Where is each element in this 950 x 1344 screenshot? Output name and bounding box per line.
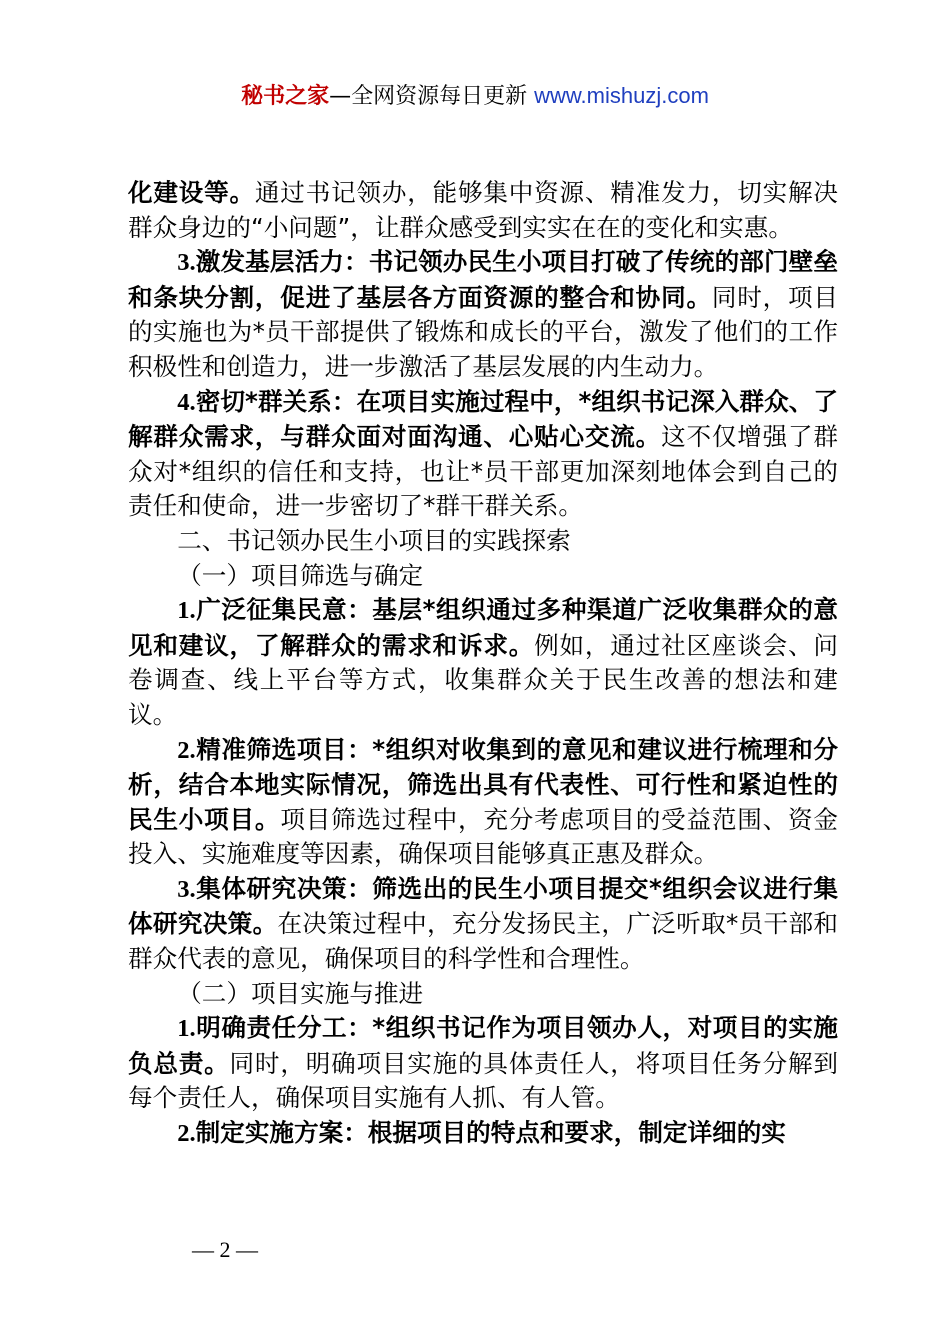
site-header [0,82,950,111]
paragraph-lead: 激发基层活力：书记领办民生小项目打破了传统的部门壁垒和条块分割，促进了基层各方面资源的整合和协同。 [128,247,838,312]
paragraph-continuation [128,176,838,245]
paragraph-lead: 明确责任分工：*组织书记作为项目领办人，对项目的实施负总责。 [128,1013,838,1078]
paragraph-text: 同时，明确项目实施的具体责任人，将项目任务分解到每个责任人，确保项目实施有人抓、有人管。 [128,1048,838,1113]
document-body [128,176,838,1152]
paragraph-lead: 广泛征集民意：基层*组织通过多种渠道广泛收集群众的意见和建议，了解群众的需求和诉求。 [128,595,838,660]
point-number: 3. [177,875,196,903]
paragraph-point [128,733,838,872]
paragraph-text: 同时，项目的实施也为*员干部提供了锻炼和成长的平台，激发了他们的工作积极性和创造力，进一步激活了基层发展的内生动力。 [128,282,838,381]
header-tagline: —全网资源每日更新 [329,84,535,109]
paragraph-text: 在决策过程中，充分发扬民主，广泛听取*员干部和群众代表的意见，确保项目的科学性和合理性。 [128,909,838,974]
page-number: — 2 — [192,1237,258,1262]
point-number: 2. [177,736,196,764]
paragraph-text: 通过书记领办，能够集中资源、精准发力，切实解决群众身边的“小问题”，让群众感受到实实在在的变化和实惠。 [128,178,838,242]
paragraph-text: 这不仅增强了群众对*组织的信任和支持，也让*员干部更加深刻地体会到自己的责任和使命，进一步密切了*群干群关系。 [128,422,838,521]
point-number: 3. [177,249,196,277]
paragraph-lead: 精准筛选项目：*组织对收集到的意见和建议进行梳理和分析，结合本地实际情况，筛选出具有代表性、可行性和紧迫性的民生小项目。 [128,734,838,834]
paragraph-text: 项目筛选过程中，充分考虑项目的受益范围、资金投入、实施难度等因素，确保项目能够真正惠及群众。 [128,804,838,869]
paragraph-point [128,1011,838,1116]
subsection-heading: （二）项目实施与推进 [177,978,424,1008]
paragraph-point [128,385,838,524]
point-number: 1. [177,1015,196,1043]
paragraph-text: 例如，通过社区座谈会、问卷调查、线上平台等方式，收集群众关于民生改善的想法和建议。 [128,630,838,729]
paragraph-lead: 密切*群关系：在项目实施过程中，*组织书记深入群众、了解群众需求，与群众面对面沟通、心贴心交流。 [128,386,838,452]
subsection-heading: （一）项目筛选与确定 [177,560,424,590]
site-url-link[interactable]: www.mishuzj.com [534,83,709,108]
paragraph-point [128,245,838,384]
paragraph-lead: 制定实施方案：根据项目的特点和要求，制定详细的实 [195,1118,786,1148]
paragraph-point [128,872,838,977]
point-number: 4. [177,388,196,416]
brand-name: 秘书之家 [241,84,330,109]
paragraph-lead: 集体研究决策：筛选出的民生小项目提交*组织会议进行集体研究决策。 [128,873,838,939]
paragraph-point [128,1116,838,1152]
paragraph-point [128,593,838,732]
point-number: 1. [177,597,196,625]
section-heading: 二、书记领办民生小项目的实践探索 [177,525,571,555]
paragraph-lead: 化建设等。 [128,178,255,207]
point-number: 2. [177,1120,196,1148]
